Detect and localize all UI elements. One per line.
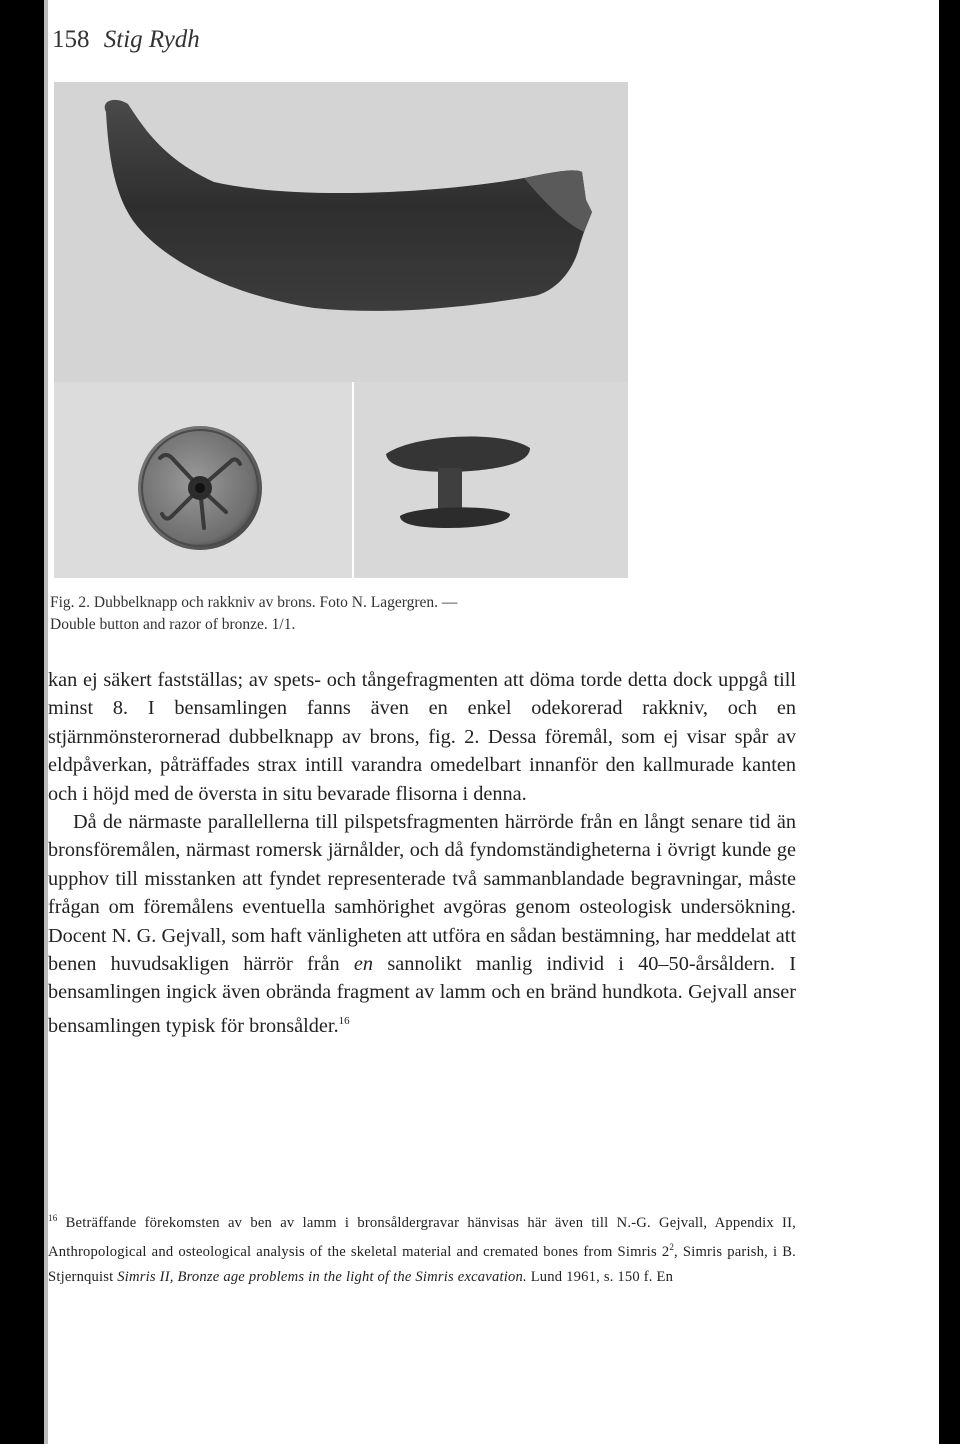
running-author: Stig Rydh <box>103 26 200 53</box>
running-header <box>52 26 200 54</box>
footnote <box>48 1206 796 1289</box>
button-top-view-photo <box>54 382 352 578</box>
footnote-book-title: Simris II, Bronze age problems in the light of the Simris excavation. <box>117 1268 527 1285</box>
paragraph-2-text-b: sannolikt manlig individ i 40–50-årsåldern. I bensamlingen ingick även obrända fragment av lamm och en bränd hundkota. Gejvall anser bensamlingen typisk för bronsålder. <box>48 953 796 1037</box>
paragraph-1: kan ej säkert fastställas; av spets- och tångefragmenten att döma torde detta dock uppgå till minst 8. I bensamlingen fanns även en enkel odekorerad rakkniv, och en stjärnmönsterornerad dubbelknapp av brons, fig. 2. Dessa föremål, som ej visar spår av eldpåverkan, påträffades strax intill varandra omedelbart innanför den kallmurade kanten och i höjd med de översta in situ bevarade flisorna i denna. <box>48 669 796 805</box>
footnote-superscript: 2 <box>669 1242 675 1253</box>
razor-photo <box>54 82 628 382</box>
caption-swedish: Fig. 2. Dubbelknapp och rakkniv av brons. Foto N. Lagergren. — <box>50 594 458 611</box>
body-text <box>48 666 796 1040</box>
figure-caption <box>50 592 670 636</box>
paragraph-2-text-a: Då de närmaste parallellerna till pilspetsfragmenten härrörde från en långt senare tid än bronsföremålen, närmast romersk järnålder, och då fyndomständigheterna i övrigt kunde ge upphov till misstanken att fyndet representerade två sammanblandade begravningar, måste frågan om föremålens eventuella samhörighet avgöras genom osteologisk undersökning. Docent N. G. Gejvall, som haft vänligheten att utföra en sådan bestämning, har meddelat att benen huvudsakligen härrör från <box>48 811 796 976</box>
footnote-text-a: Beträffande förekomsten av ben av lamm i bronsåldergravar hänvisas här även till N.-G. Gejvall, Appendix II, Anthropological and osteological analysis of the skeletal material and cremated bones from Simris 2 <box>48 1214 796 1261</box>
paragraph-2-emphasis: en <box>353 953 374 976</box>
button-side-view-photo <box>354 382 628 578</box>
paragraph-2 <box>48 808 796 1040</box>
footnote-number: 16 <box>48 1213 58 1223</box>
caption-english: Double button and razor of bronze. 1/1. <box>50 616 296 633</box>
footnote-text-c: Lund 1961, s. 150 f. En <box>526 1268 674 1285</box>
footnote-reference: 16 <box>338 1014 350 1027</box>
page-number: 158 <box>52 26 90 53</box>
footnote-text-b: , Simris parish, i B. Stjernquist <box>48 1244 796 1285</box>
